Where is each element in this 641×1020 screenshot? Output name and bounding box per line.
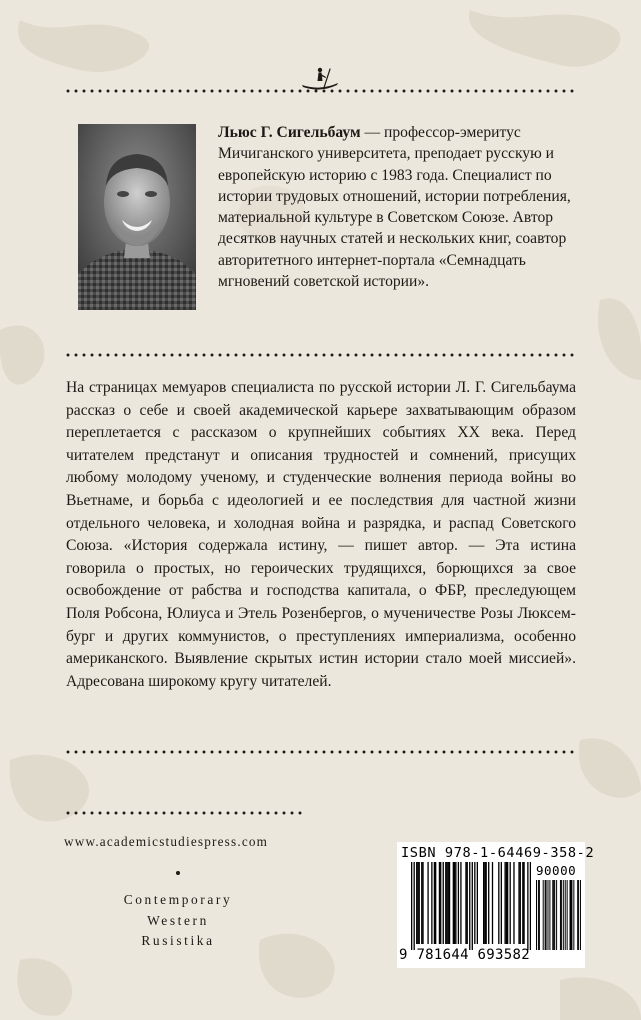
dotted-divider-bottom — [64, 750, 577, 754]
barcode-bar — [488, 862, 489, 944]
dotted-divider-top — [64, 89, 577, 93]
barcode-bar — [469, 862, 470, 950]
series-line-3: Rusistika — [141, 933, 215, 948]
barcode-bar — [498, 862, 499, 944]
addon-bar — [538, 880, 539, 950]
barcode-bar — [446, 862, 447, 944]
barcode-bar — [518, 862, 519, 944]
addon-bar — [573, 880, 574, 950]
author-bio-text: — профессор-эмеритус Мичиганского университета, преподает русскую и европейскую историю с 1983 года. Специалист по истории трудовых отношений, истории потребления, материальной культуре в Советском Союзе. Автор десятков научных статей и нескольких книг, соавтор авторитетного интернет-портала «Семнадцать мгновений советской истории». — [218, 124, 571, 291]
addon-bar — [570, 880, 571, 950]
addon-bar — [570, 880, 571, 950]
barcode-bar — [483, 862, 484, 944]
barcode-bar — [445, 862, 446, 944]
barcode-bar — [455, 862, 456, 944]
barcode-bar — [465, 862, 466, 944]
isbn-barcode — [397, 842, 595, 968]
barcode-bar — [467, 862, 468, 944]
barcode-bar — [474, 862, 475, 944]
barcode-bar — [472, 862, 473, 950]
barcode-bar — [506, 862, 507, 944]
author-bio — [218, 122, 578, 292]
addon-bar — [567, 880, 568, 950]
barcode-bar — [417, 862, 418, 944]
barcode-bar — [434, 862, 435, 944]
addon-bar — [571, 880, 572, 950]
addon-bar — [543, 880, 544, 950]
addon-bar — [577, 880, 578, 950]
addon-bar — [539, 880, 540, 950]
barcode-bar — [419, 862, 420, 944]
barcode-bar — [443, 862, 444, 944]
addon-bar — [545, 880, 546, 950]
addon-bar — [561, 880, 562, 950]
barcode-bar — [431, 862, 432, 944]
barcode-bar — [460, 862, 461, 944]
addon-bar — [560, 880, 561, 950]
addon-bar — [546, 880, 547, 950]
addon-bar — [580, 880, 581, 950]
barcode-bar — [486, 862, 487, 944]
barcode-bar — [477, 862, 478, 944]
addon-bar — [549, 880, 550, 950]
dotted-divider-short — [64, 811, 304, 815]
author-name: Льюс Г. Сигельбаум — [218, 124, 361, 141]
barcode-bar — [411, 862, 412, 950]
isbn-label: ISBN 978-1-64469-358-2 — [401, 845, 595, 861]
bullet-separator — [176, 871, 180, 875]
addon-bar — [578, 880, 579, 950]
publisher-website: www.academicstudiespress.com — [64, 834, 269, 849]
series-line-1: Contemporary — [123, 892, 233, 907]
barcode-bar — [484, 862, 485, 944]
barcode-bar — [440, 862, 441, 944]
dotted-divider-middle — [64, 353, 577, 357]
barcode-bar — [458, 862, 459, 944]
barcode-bar — [510, 862, 511, 944]
barcode-bar — [449, 862, 450, 944]
barcode-bar — [453, 862, 454, 944]
barcode-bar — [435, 862, 436, 944]
ean-digits: 9 781644 693582 — [399, 947, 530, 963]
series-line-2: Western — [147, 912, 209, 928]
barcode-bar — [527, 862, 528, 950]
barcode-bar — [439, 862, 440, 944]
author-portrait — [78, 124, 196, 310]
addon-bar — [553, 880, 554, 950]
price-code: 90000 — [536, 863, 577, 878]
barcode-bar — [448, 862, 449, 944]
barcode-bar — [501, 862, 502, 944]
series-name — [98, 890, 258, 952]
addon-bar — [536, 880, 537, 950]
barcode-bar — [422, 862, 423, 944]
barcode-bar — [427, 862, 428, 944]
addon-bars — [536, 880, 581, 950]
addon-bar — [563, 880, 564, 950]
addon-bar — [556, 880, 557, 950]
addon-bar — [552, 880, 553, 950]
barcode-bar — [492, 862, 493, 944]
addon-bar — [547, 880, 548, 950]
addon-bar — [565, 880, 566, 950]
barcode-bar — [454, 862, 455, 944]
barcode-bar — [530, 862, 531, 950]
barcode-bar — [523, 862, 524, 944]
barcode-bar — [507, 862, 508, 944]
ean-bars — [411, 862, 531, 950]
book-description: На страницах мемуаров специалиста по русской истории Л. Г. Сигельбаума рассказ о себе и своей академической карьере захватывающим образом переплетается с рассказом о крупнейших событиях XX века. Перед читателем предстанут и описания трудностей и сомнений, присущих любому молодому ученому, и студенческие волнения периода войны во Вьетнаме, и борьба с идеологией и ее последствия для частной жизни отдельного человека, и холодная война и разрядка, и распад Советского Союза. «История содержала истину, — пишет автор. — Эта истина говорила о простых, но героических трудящихся, борющихся за свое освобождение от рабства и господства капитала, о ФБР, преследующем Поля Робсона, Юлиуса и Этель Розенбергов, о мученичестве Розы Люксембург и других коммунистов, о преступлениях империализма, особенно американского. Выявление скрытых истин истории стало моей миссией». Адресована широкому кругу читателей. — [66, 379, 576, 690]
barcode-bar — [513, 862, 514, 944]
barcode-bar — [504, 862, 505, 944]
barcode-bar — [520, 862, 521, 944]
barcode-bar — [421, 862, 422, 944]
barcode-bar — [414, 862, 415, 950]
barcode-bar — [416, 862, 417, 944]
barcode-bar — [522, 862, 523, 944]
addon-bar — [554, 880, 555, 950]
author-photo — [78, 124, 196, 310]
